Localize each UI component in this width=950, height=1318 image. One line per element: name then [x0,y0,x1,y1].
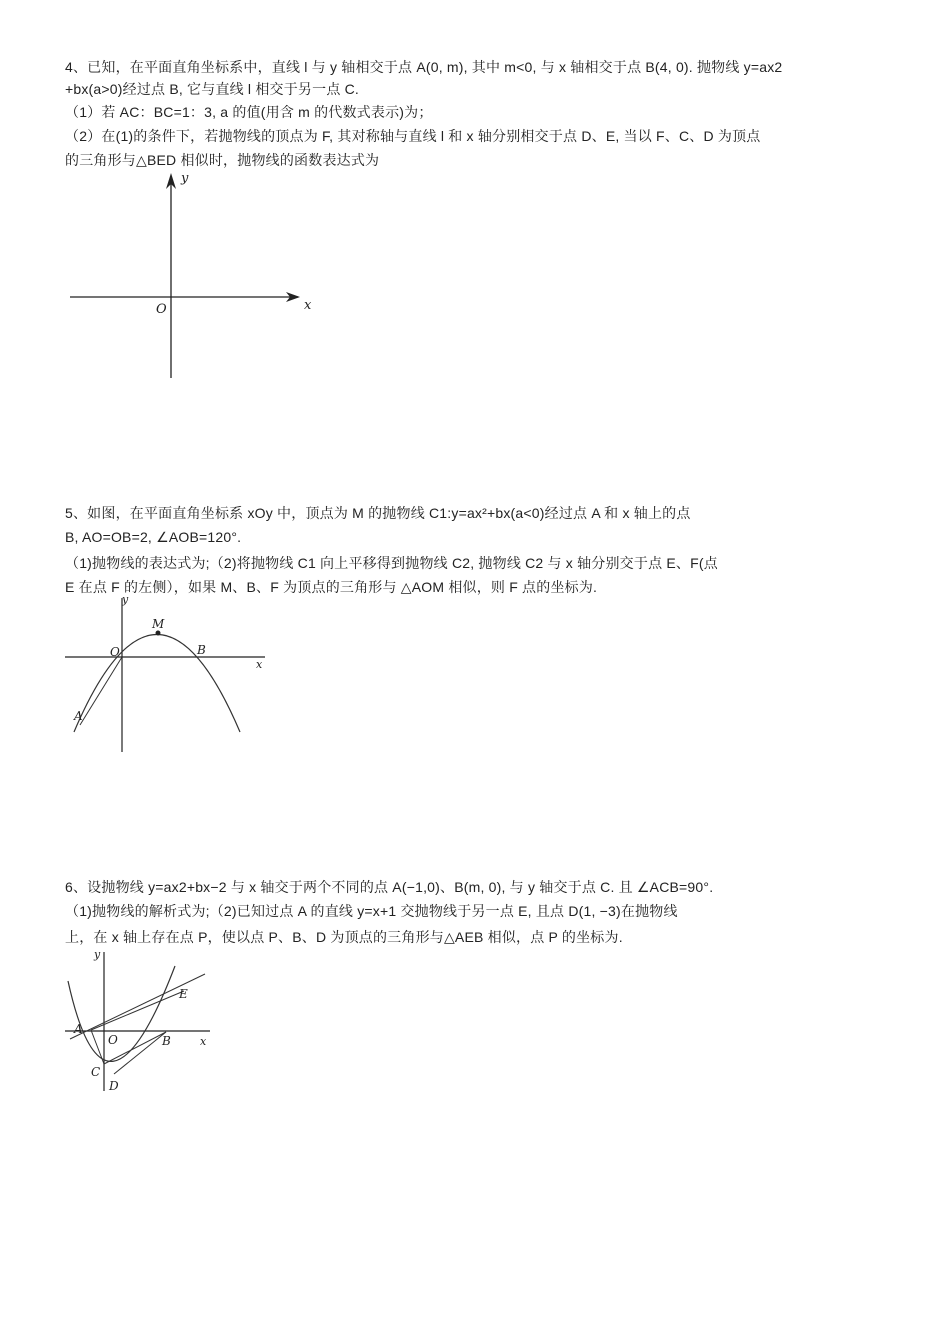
q6-parabola-figure [60,946,225,1096]
q6-origin-label: O [108,1033,118,1047]
q6-segment-ac [91,1030,104,1064]
q5-parabola [74,635,240,733]
q6-line-1: 6、设抛物线 y=ax2+bx−2 与 x 轴交于两个不同的点 A(−1,0)、B(m, 0), 与 y 轴交于点 C. 且 ∠ACB=90°. [65,879,714,895]
q4-line-2: +bx(a>0)经过点 B, 它与直线 l 相交于另一点 C. [65,81,360,97]
q6-point-c-label: C [91,1065,101,1079]
q5-parabola-figure [60,592,275,757]
q6-point-a-label: A [74,1022,83,1036]
q5-x-label: x [256,658,263,671]
q5-line-1: 5、如图，在平面直角坐标系 xOy 中，顶点为 M 的抛物线 C1:y=ax²+bx(a<0)经过点 A 和 x 轴上的点 [65,505,691,521]
q4-line-4: （2）在(1)的条件下，若抛物线的顶点为 F, 其对称轴与直线 l 和 x 轴分别相交于点 D、E, 当以 F、C、D 为顶点 [65,128,761,144]
q6-line-2: （1)抛物线的解析式为;（2)已知过点 A 的直线 y=x+1 交抛物线于另一点 E, 且点 D(1, −3)在抛物线 [65,903,678,919]
q5-point-m-label: M [152,617,165,631]
q5-y-label: y [122,593,129,606]
q5-segment-ao [80,657,122,725]
q4-origin-label: O [156,302,167,317]
q4-y-label: y [181,171,189,186]
q4-line-1: 4、已知，在平面直角坐标系中，直线 l 与 y 轴相交于点 A(0, m), 其中 m<0, 与 x 轴相交于点 B(4, 0). 抛物线 y=ax2 [65,59,783,75]
q6-y-label: y [94,948,101,961]
q5-vertex-m [156,631,161,636]
q5-point-b-label: B [197,643,206,657]
q5-line-2: B, AO=OB=2, ∠AOB=120°. [65,529,242,545]
q5-line-4: E 在点 F 的左侧），如果 M、B、F 为顶点的三角形与 △AOM 相似，则 F 点的坐标为. [65,579,598,595]
q5-origin-label: O [110,645,120,659]
q4-x-label: x [304,298,312,313]
q6-point-d-label: D [109,1079,119,1093]
q4-line-5: 的三角形与△BED 相似时，抛物线的函数表达式为 [65,152,380,168]
q6-point-b-label: B [162,1034,171,1048]
q5-point-a-label: A [74,709,83,723]
q6-line-3: 上，在 x 轴上存在点 P，使以点 P、B、D 为顶点的三角形与△AEB 相似，点 P 的坐标为. [65,929,623,945]
q5-line-3: （1)抛物线的表达式为;（2)将抛物线 C1 向上平移得到抛物线 C2, 抛物线 C2 与 x 轴分别交于点 E、F(点 [65,555,718,571]
q6-line-ae [70,974,205,1039]
q4-line-3: （1）若 AC：BC=1：3, a 的值(用含 m 的代数式表示)为； [65,104,433,120]
q6-point-e-label: E [179,987,188,1001]
q4-coordinate-figure [60,165,330,385]
q6-segment-ab [91,991,184,1030]
q6-x-label: x [200,1035,207,1048]
